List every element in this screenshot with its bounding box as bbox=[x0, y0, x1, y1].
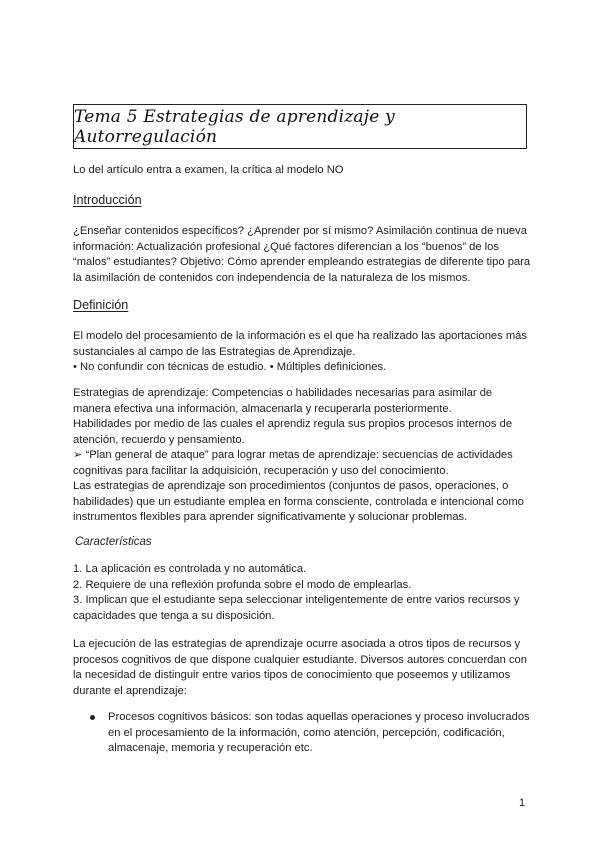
definicion-line: habilidades) que un estudiante emplea en forma consciente, controlada e intencional como bbox=[73, 495, 524, 508]
bullet-line: en el procesamiento de la información, como atención, percepción, codificación, bbox=[108, 726, 505, 739]
definicion-line: atención, recuerdo y pensamiento. bbox=[73, 433, 245, 446]
definicion-line: • No confundir con técnicas de estudio. • Múltiples definiciones. bbox=[73, 361, 387, 373]
exam-note: Lo del artículo entra a examen, la crítica al modelo NO bbox=[73, 164, 344, 176]
introduccion-line: la asimilación de contenidos con independencia de la naturaleza de los mismos. bbox=[73, 271, 471, 284]
list-item: 1. La aplicación es controlada y no automática. bbox=[73, 563, 307, 575]
bullet-line: Procesos cognitivos básicos: son todas aquellas operaciones y proceso involucrados bbox=[108, 711, 530, 723]
page-title: Tema 5 Estrategias de aprendizaje y Autorregulación bbox=[74, 106, 395, 147]
ejecucion-paragraph bbox=[73, 637, 527, 699]
list-item: capacidades que tenga a su disposición. bbox=[73, 609, 275, 622]
page-number: 1 bbox=[519, 797, 526, 809]
list-item: 3. Implican que el estudiante sepa seleccionar inteligentemente de entre varios recursos y bbox=[73, 594, 520, 606]
definicion-paragraph-2 bbox=[73, 386, 527, 526]
caracteristicas-list bbox=[73, 562, 527, 624]
definicion-line: cognitivas para facilitar la adquisición, recuperación y uso del conocimiento. bbox=[73, 464, 449, 477]
ejecucion-line: la necesidad de distinguir entre varios tipos de conocimiento que poseemos y utilizamos bbox=[73, 669, 511, 681]
definicion-paragraph-1 bbox=[73, 329, 527, 376]
bullet-line: almacenaje, memoria y recuperación etc. bbox=[108, 742, 313, 754]
introduccion-line: “malos” estudiantes? Objetivo: Cómo aprender empleando estrategias de diferente tipo para bbox=[73, 256, 531, 268]
definicion-line: instrumentos flexibles para aprender significativamente y solucionar problemas. bbox=[73, 511, 468, 523]
heading-introduccion: Introducción bbox=[73, 193, 142, 207]
definicion-line: Las estrategias de aprendizaje son procedimientos (conjuntos de pasos, operaciones, o bbox=[73, 480, 509, 492]
title-box bbox=[73, 104, 527, 149]
ejecucion-line: durante el aprendizaje: bbox=[73, 684, 187, 697]
heading-definicion: Definición bbox=[73, 298, 129, 312]
definicion-line: manera efectiva una información, almacenarla y recuperarla posteriormente. bbox=[73, 402, 452, 415]
introduccion-paragraph bbox=[73, 224, 531, 286]
introduccion-line: información: Actualización profesional ¿Qué factores diferencian a los “buenos” de los bbox=[73, 240, 499, 253]
ejecucion-line: La ejecución de las estrategias de aprendizaje ocurre asociada a otros tipos de recursos y bbox=[73, 638, 521, 650]
definicion-line: Habilidades por medio de las cuales el aprendiz regula sus propios procesos internos de bbox=[73, 418, 513, 430]
introduccion-line: ¿Enseñar contenidos específicos? ¿Aprender por sí mismo? Asimilación continua de nueva bbox=[73, 225, 527, 237]
ejecucion-line: procesos cognitivos de que dispone cualquier estudiante. Diversos autores concuerdan con bbox=[73, 653, 527, 666]
bullet-dot-icon bbox=[90, 715, 95, 720]
definicion-line: ➢ “Plan general de ataque” para lograr metas de aprendizaje: secuencias de actividades bbox=[73, 449, 513, 461]
definicion-line: El modelo del procesamiento de la información es el que ha realizado las aportaciones más bbox=[73, 330, 527, 342]
list-item: 2. Requiere de una reflexión profunda sobre el modo de emplearlas. bbox=[73, 578, 412, 591]
definicion-line: Estrategias de aprendizaje: Competencias o habilidades necesarias para asimilar de bbox=[73, 387, 493, 399]
bullet-text bbox=[108, 710, 530, 757]
heading-caracteristicas: Características bbox=[75, 536, 152, 548]
definicion-line: sustanciales al campo de las Estrategias de Aprendizaje. bbox=[73, 345, 356, 358]
